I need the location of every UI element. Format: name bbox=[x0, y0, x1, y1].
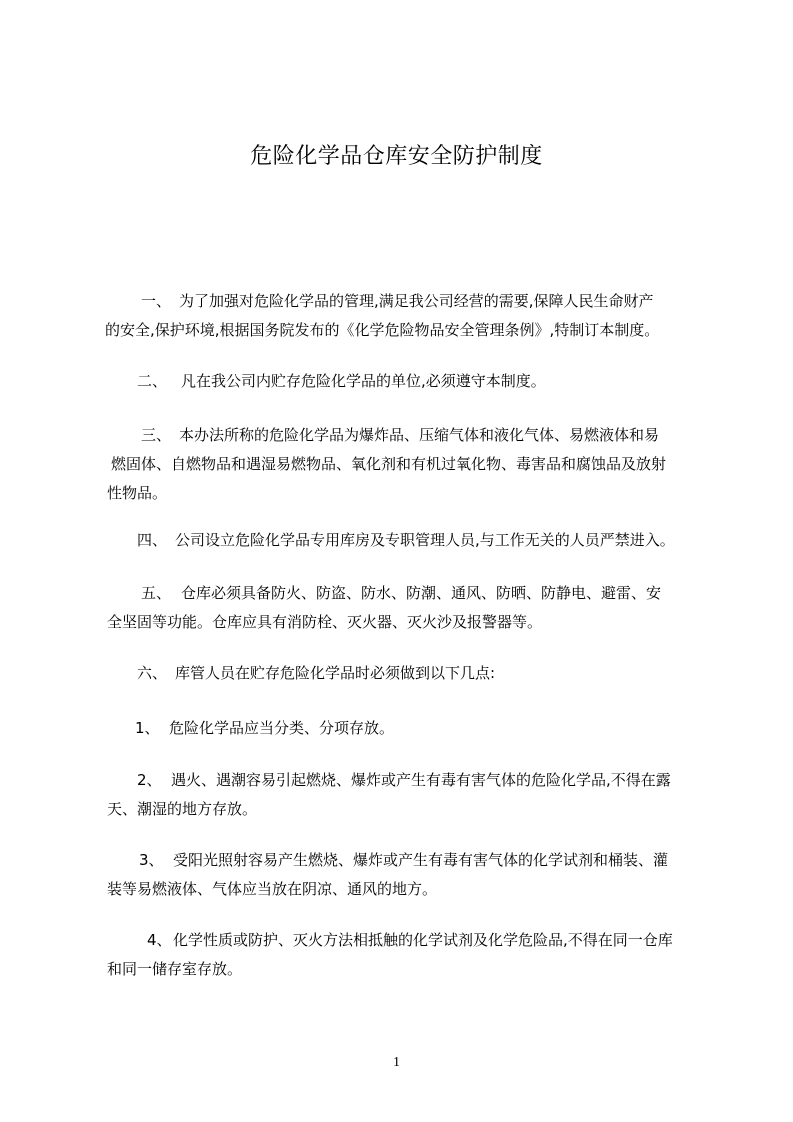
paragraph-number: 3、 bbox=[139, 851, 164, 869]
paragraph-sub-1 bbox=[107, 714, 707, 743]
paragraph-line: 4、化学性质或防护、灭火方法相抵触的化学试剂及化学危险品,不得在同一仓库 bbox=[107, 926, 707, 955]
paragraph-line: 的安全,保护环境,根据国务院发布的《化学危险物品安全管理条例》,特制订本制度。 bbox=[105, 321, 660, 339]
paragraph-number: 4、 bbox=[147, 931, 172, 949]
paragraph-4 bbox=[107, 526, 707, 555]
paragraph-5 bbox=[107, 579, 707, 637]
paragraph-line: 性物品。 bbox=[107, 484, 168, 502]
paragraph-1 bbox=[107, 287, 707, 345]
document-title: 危险化学品仓库安全防护制度 bbox=[250, 144, 543, 169]
paragraph-number: 2、 bbox=[137, 771, 162, 789]
paragraph-line: 三、 本办法所称的危险化学品为爆炸品、压缩气体和液化气体、易燃液体和易 bbox=[107, 421, 707, 450]
paragraph-sub-4 bbox=[107, 926, 707, 984]
paragraph-2 bbox=[107, 367, 707, 396]
paragraph-number: 六、 bbox=[137, 664, 168, 682]
page-number: 1 bbox=[393, 1055, 400, 1070]
paragraph-number: 二、 bbox=[137, 372, 168, 390]
paragraph-sub-3 bbox=[107, 846, 707, 904]
paragraph-number: 1、 bbox=[135, 719, 160, 737]
paragraph-line: 五、 仓库必须具备防火、防盗、防水、防潮、通风、防晒、防静电、避雷、安 bbox=[107, 579, 707, 608]
paragraph-3 bbox=[107, 421, 707, 508]
paragraph-line: 六、 库管人员在贮存危险化学品时必须做到以下几点: bbox=[107, 659, 707, 688]
paragraph-number: 一、 bbox=[141, 292, 172, 310]
paragraph-6 bbox=[107, 659, 707, 688]
paragraph-line: 1、 危险化学品应当分类、分项存放。 bbox=[107, 714, 707, 743]
paragraph-line: 和同一储存室存放。 bbox=[107, 960, 243, 978]
paragraph-number: 四、 bbox=[137, 531, 168, 549]
paragraph-line: 一、 为了加强对危险化学品的管理,满足我公司经营的需要,保障人民生命财产 bbox=[107, 287, 707, 316]
paragraph-number: 三、 bbox=[141, 426, 172, 444]
paragraph-line: 四、 公司设立危险化学品专用库房及专职管理人员,与工作无关的人员严禁进入。 bbox=[107, 526, 707, 555]
paragraph-line: 全坚固等功能。仓库应具有消防栓、灭火器、灭火沙及报警器等。 bbox=[107, 613, 543, 631]
paragraph-line: 3、 受阳光照射容易产生燃烧、爆炸或产生有毒有害气体的化学试剂和桶装、灌 bbox=[107, 846, 707, 875]
paragraph-sub-2 bbox=[107, 766, 707, 824]
paragraph-line: 天、潮湿的地方存放。 bbox=[107, 800, 258, 818]
paragraph-line: 2、 遇火、遇潮容易引起燃烧、爆炸或产生有毒有害气体的危险化学品,不得在露 bbox=[107, 766, 707, 795]
paragraph-line: 二、 凡在我公司内贮存危险化学品的单位,必须遵守本制度。 bbox=[107, 367, 707, 396]
paragraph-line: 装等易燃液体、气体应当放在阴凉、通风的地方。 bbox=[107, 880, 438, 898]
paragraph-number: 五、 bbox=[141, 584, 172, 602]
paragraph-line: 燃固体、自燃物品和遇湿易燃物品、氧化剂和有机过氧化物、毒害品和腐蚀品及放射 bbox=[111, 455, 667, 473]
